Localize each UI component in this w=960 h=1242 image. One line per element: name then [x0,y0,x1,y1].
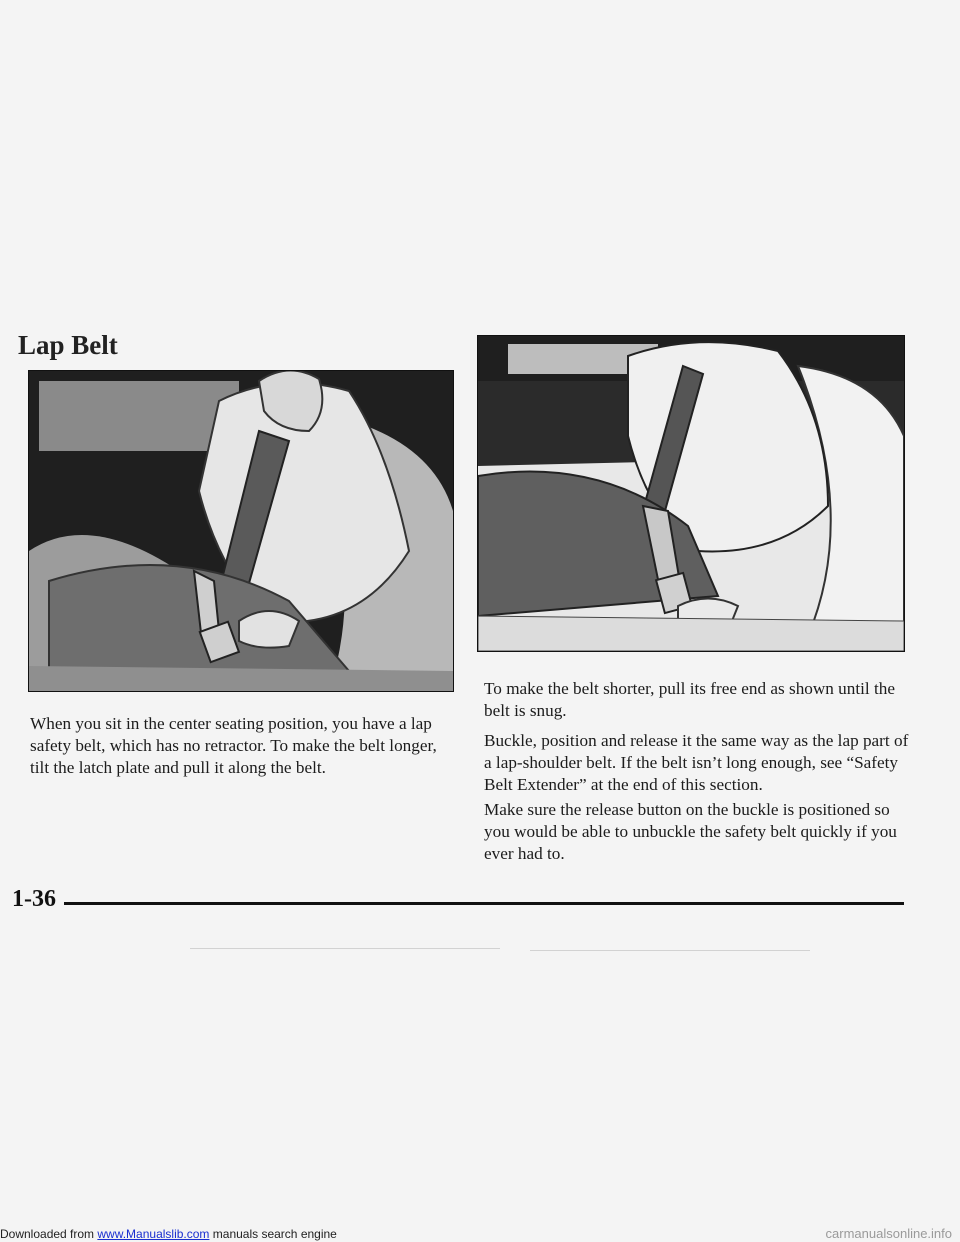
manualslib-link[interactable]: www.Manualslib.com [97,1227,210,1241]
shortening-lap-belt-illustration [477,335,905,652]
buckle-paragraph: Buckle, position and release it the same way as the lap part of a lap-shoulder belt. If the belt isn’t long enough, see “Safety Belt Extender” at the end of this section. [484,731,909,794]
page-number: 1-36 [12,886,56,912]
watermark: carmanualsonline.info [825,1226,952,1241]
page-heading: Lap Belt [18,330,118,360]
footer-prefix: Downloaded from [0,1227,98,1241]
center-seat-paragraph: When you sit in the center seating position, you have a lap safety belt, which has no retractor. To make the belt longer, tilt the latch plate and pull it along the belt. [30,714,437,777]
scan-artifact-line [530,950,810,951]
footer-rule [64,902,904,905]
download-footer [0,1227,337,1241]
lap-belt-center-seat-illustration [28,370,454,692]
footer-suffix: manuals search engine [209,1227,337,1241]
scan-artifact-line [190,948,500,949]
release-button-paragraph: Make sure the release button on the buckle is positioned so you would be able to unbuckle the safety belt quickly if you ever had to. [484,800,897,863]
shorten-belt-paragraph: To make the belt shorter, pull its free end as shown until the belt is snug. [484,679,895,720]
